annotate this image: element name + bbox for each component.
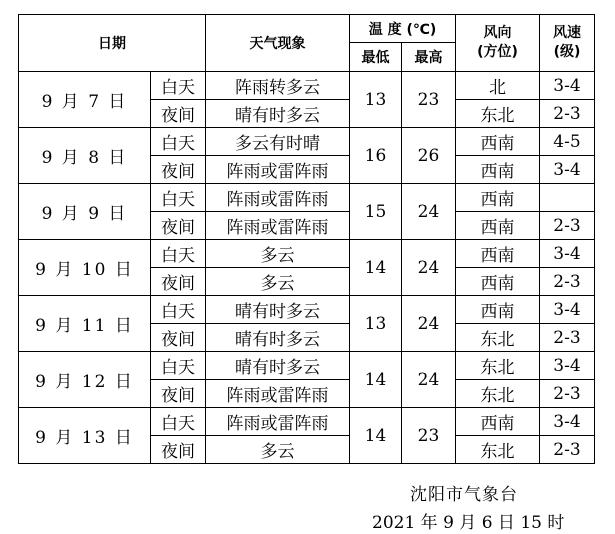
- wind-speed-cell: 2-3: [540, 100, 595, 128]
- forecast-row-day: [19, 408, 595, 436]
- wind-speed-cell: 3-4: [540, 72, 595, 100]
- wind-speed-cell: 2-3: [540, 324, 595, 352]
- date-cell: 9 月 12 日: [19, 352, 151, 408]
- period-cell: 夜间: [151, 212, 206, 240]
- wind-speed-cell: 2-3: [540, 212, 595, 240]
- weather-cell: 阵雨或雷阵雨: [206, 408, 350, 436]
- wind-direction-cell: 西南: [456, 128, 540, 156]
- weather-cell: 阵雨或雷阵雨: [206, 184, 350, 212]
- wind-speed-cell: 3-4: [540, 240, 595, 268]
- wind-direction-cell: 东北: [456, 380, 540, 408]
- wind-direction-cell: 东北: [456, 324, 540, 352]
- wind-speed-cell: 4-5: [540, 128, 595, 156]
- forecast-row-day: [19, 296, 595, 324]
- temp-low-cell: 13: [350, 296, 402, 352]
- date-cell: 9 月 9 日: [19, 184, 151, 240]
- temp-high-cell: 23: [402, 72, 456, 128]
- wind-speed-cell: 3-4: [540, 156, 595, 184]
- date-cell: 9 月 8 日: [19, 128, 151, 184]
- header-wind-speed-label: 风速: [553, 25, 581, 41]
- forecast-row-day: [19, 72, 595, 100]
- weather-cell: 多云: [206, 436, 350, 464]
- period-cell: 白天: [151, 184, 206, 212]
- temp-low-cell: 15: [350, 184, 402, 240]
- weather-cell: 多云: [206, 240, 350, 268]
- period-cell: 白天: [151, 352, 206, 380]
- temp-high-cell: 24: [402, 352, 456, 408]
- temp-low-cell: 14: [350, 240, 402, 296]
- wind-direction-cell: 东北: [456, 352, 540, 380]
- period-cell: 白天: [151, 128, 206, 156]
- header-row: [19, 15, 595, 43]
- header-date: 日期: [19, 15, 206, 72]
- header-wind-direction-label: 风向: [483, 25, 512, 41]
- period-cell: 白天: [151, 240, 206, 268]
- wind-direction-cell: 西南: [456, 268, 540, 296]
- wind-direction-cell: 北: [456, 72, 540, 100]
- date-cell: 9 月 13 日: [19, 408, 151, 464]
- header-temp-high: 最高: [402, 43, 456, 72]
- wind-speed-cell: 2-3: [540, 436, 595, 464]
- temp-high-cell: 23: [402, 408, 456, 464]
- period-cell: 夜间: [151, 324, 206, 352]
- wind-speed-cell: 2-3: [540, 380, 595, 408]
- forecast-row-day: [19, 184, 595, 212]
- temp-low-cell: 16: [350, 128, 402, 184]
- period-cell: 夜间: [151, 156, 206, 184]
- weather-cell: 多云有时晴: [206, 128, 350, 156]
- date-cell: 9 月 11 日: [19, 296, 151, 352]
- wind-direction-cell: 西南: [456, 212, 540, 240]
- weather-cell: 晴有时多云: [206, 324, 350, 352]
- forecast-row-day: [19, 352, 595, 380]
- header-wind-direction-sub: (方位): [477, 44, 518, 60]
- issuer-name: 沈阳市气象台: [410, 485, 518, 505]
- date-cell: 9 月 10 日: [19, 240, 151, 296]
- temp-high-cell: 26: [402, 128, 456, 184]
- wind-speed-cell: [540, 184, 595, 212]
- temp-high-cell: 24: [402, 240, 456, 296]
- forecast-table: [18, 14, 595, 464]
- wind-direction-cell: 东北: [456, 436, 540, 464]
- issue-time: 2021 年 9 月 6 日 15 时: [372, 513, 565, 533]
- header-wind-speed-sub: (级): [553, 44, 581, 60]
- header-temp-low: 最低: [350, 43, 402, 72]
- weather-cell: 晴有时多云: [206, 352, 350, 380]
- temp-low-cell: 13: [350, 72, 402, 128]
- wind-direction-cell: 西南: [456, 296, 540, 324]
- wind-speed-cell: 3-4: [540, 408, 595, 436]
- header-wind-direction: [456, 15, 540, 72]
- wind-direction-cell: 西南: [456, 184, 540, 212]
- period-cell: 白天: [151, 408, 206, 436]
- forecast-row-day: [19, 240, 595, 268]
- weather-cell: 阵雨转多云: [206, 72, 350, 100]
- temp-high-cell: 24: [402, 296, 456, 352]
- wind-speed-cell: 2-3: [540, 268, 595, 296]
- wind-direction-cell: 西南: [456, 408, 540, 436]
- wind-direction-cell: 东北: [456, 100, 540, 128]
- period-cell: 夜间: [151, 436, 206, 464]
- date-cell: 9 月 7 日: [19, 72, 151, 128]
- wind-direction-cell: 西南: [456, 240, 540, 268]
- temp-low-cell: 14: [350, 352, 402, 408]
- weather-cell: 晴有时多云: [206, 296, 350, 324]
- period-cell: 白天: [151, 296, 206, 324]
- weather-cell: 阵雨或雷阵雨: [206, 212, 350, 240]
- wind-direction-cell: 西南: [456, 156, 540, 184]
- period-cell: 夜间: [151, 100, 206, 128]
- header-temperature: 温 度 (℃): [350, 15, 456, 43]
- period-cell: 夜间: [151, 268, 206, 296]
- period-cell: 白天: [151, 72, 206, 100]
- wind-speed-cell: 3-4: [540, 296, 595, 324]
- weather-cell: 晴有时多云: [206, 100, 350, 128]
- period-cell: 夜间: [151, 380, 206, 408]
- forecast-row-day: [19, 128, 595, 156]
- weather-cell: 多云: [206, 268, 350, 296]
- weather-cell: 阵雨或雷阵雨: [206, 156, 350, 184]
- header-wind-speed: [540, 15, 595, 72]
- weather-cell: 阵雨或雷阵雨: [206, 380, 350, 408]
- wind-speed-cell: 3-4: [540, 352, 595, 380]
- temp-low-cell: 14: [350, 408, 402, 464]
- header-weather: 天气现象: [206, 15, 350, 72]
- temp-high-cell: 24: [402, 184, 456, 240]
